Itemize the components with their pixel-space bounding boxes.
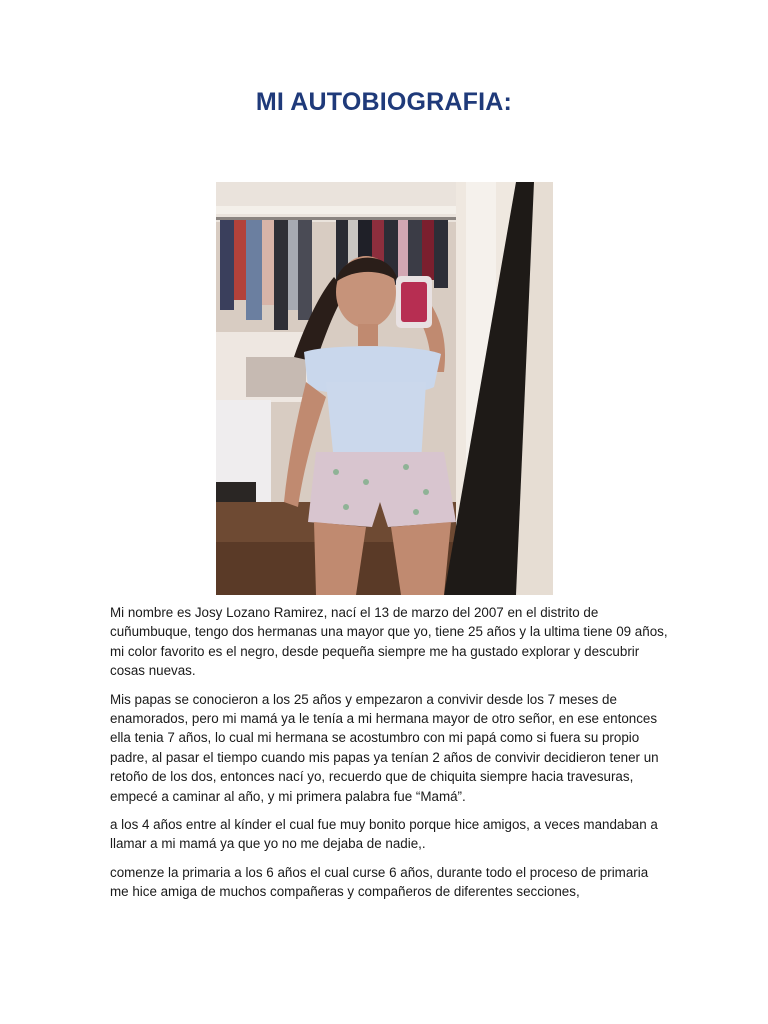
page-title: MI AUTOBIOGRAFIA: — [255, 88, 513, 116]
autobiography-text — [110, 603, 670, 911]
paragraph: comenze la primaria a los 6 años el cual curse 6 años, durante todo el proceso de primaria me hice amiga de muchos compañeras y compañeros de diferentes secciones, — [110, 864, 649, 900]
paragraph: Mis papas se conocieron a los 25 años y empezaron a convivir desde los 7 meses de enamorados, pero mi mamá ya le tenía a mi hermana mayor de otro señor, en ese entonces ella tenia 7 años, lo cual mi hermana se acostumbro con mi papá como si fuera su propio padre, al pasar el tiempo cuando mis papas ya tenían 2 años de convivir decidieron tener un retoño de los dos, entonces nací yo, recuerdo que de chiquita siempre hacia travesuras, empecé a caminar al año, y mi primera palabra fue “Mamá”. — [110, 691, 659, 804]
paragraph: Mi nombre es Josy Lozano Ramirez, nací el 13 de marzo del 2007 en el distrito de cuñumbuque, tengo dos hermanas una mayor que yo, tiene 25 años y la ultima tiene 09 años, mi color favorito es el negro, desde pequeña siempre me ha gustado explorar y descubrir cosas nuevas. — [110, 605, 668, 679]
paragraph: a los 4 años entre al kínder el cual fue muy bonito porque hice amigos, a veces mandaban a llamar a mi mamá ya que yo no me dejaba de nadie,. — [110, 817, 658, 852]
mirror-selfie-photo — [216, 182, 553, 595]
